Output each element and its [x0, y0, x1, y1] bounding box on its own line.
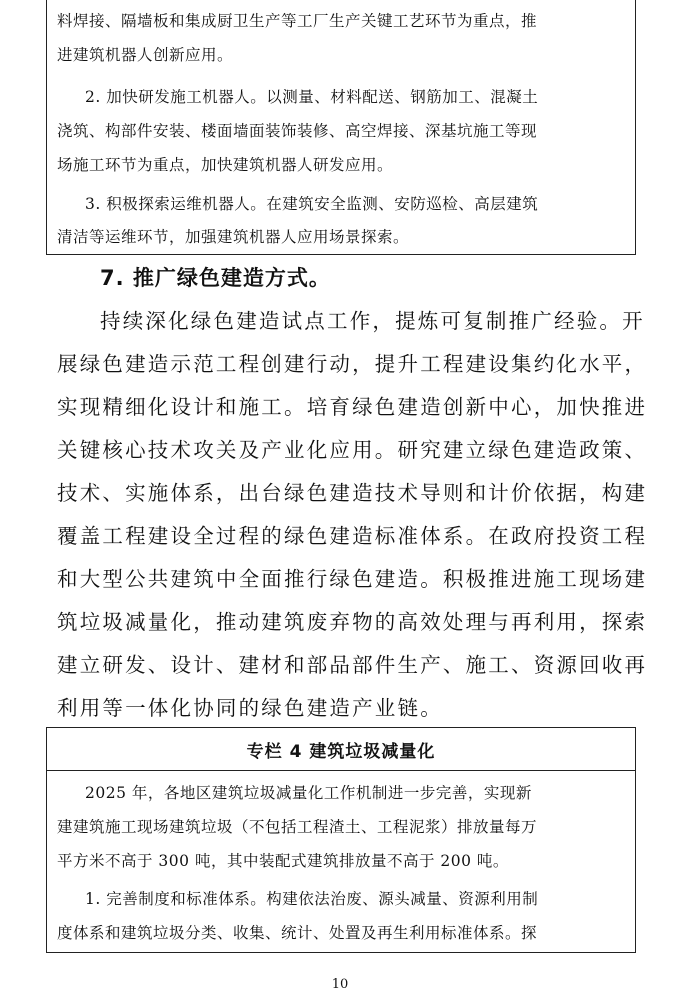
- box-text-line: 平方米不高于 300 吨，其中装配式建筑排放量不高于 200 吨。: [57, 852, 509, 870]
- box-text-line: 场施工环节为重点，加快建筑机器人研发应用。: [57, 156, 394, 174]
- paragraph-line: 利用等一体化协同的绿色建造产业链。: [57, 696, 443, 720]
- paragraph-line: 展绿色建造示范工程创建行动，提升工程建设集约化水平，: [57, 352, 648, 376]
- box-text-line: 度体系和建筑垃圾分类、收集、统计、处置及再生利用标准体系。探: [57, 924, 538, 942]
- box-text-line: 建建筑施工现场建筑垃圾（不包括工程渣土、工程泥浆）排放量每万: [57, 818, 538, 836]
- column-box: [46, 727, 636, 953]
- box-text-line: 1. 完善制度和标准体系。构建依法治废、源头减量、资源利用制: [85, 890, 539, 908]
- box-text-line: 3. 积极探索运维机器人。在建筑安全监测、安防巡检、高层建筑: [85, 195, 539, 213]
- page-number: 10: [331, 977, 349, 992]
- paragraph-line: 覆盖工程建设全过程的绿色建造标准体系。在政府投资工程: [57, 524, 648, 548]
- box-text-line: 料焊接、隔墙板和集成厨卫生产等工厂生产关键工艺环节为重点，推: [57, 12, 538, 30]
- paragraph-line: 和大型公共建筑中全面推行绿色建造。积极推进施工现场建: [57, 567, 648, 591]
- section-heading: 7. 推广绿色建造方式。: [100, 266, 331, 290]
- paragraph-line: 实现精细化设计和施工。培育绿色建造创新中心，加快推进: [57, 395, 648, 419]
- paragraph-line: 筑垃圾减量化，推动建筑废弃物的高效处理与再利用，探索: [57, 610, 648, 634]
- box-text-line: 2025 年，各地区建筑垃圾减量化工作机制进一步完善，实现新: [85, 784, 532, 802]
- column-box-header: [47, 728, 635, 771]
- box-text-line: 浇筑、构部件安装、楼面墙面装饰装修、高空焊接、深基坑施工等现: [57, 122, 538, 140]
- column-box-continued: [46, 0, 636, 255]
- paragraph-line: 建立研发、设计、建材和部品部件生产、施工、资源回收再: [57, 653, 648, 677]
- column-box-title: 专栏 4 建筑垃圾减量化: [246, 742, 436, 762]
- paragraph-line: 技术、实施体系，出台绿色建造技术导则和计价依据，构建: [57, 481, 648, 505]
- paragraph-line: 关键核心技术攻关及产业化应用。研究建立绿色建造政策、: [57, 438, 648, 462]
- box-text-line: 清洁等运维环节，加强建筑机器人应用场景探索。: [57, 228, 410, 246]
- box-text-line: 2. 加快研发施工机器人。以测量、材料配送、钢筋加工、混凝土: [85, 88, 539, 106]
- paragraph-line: 持续深化绿色建造试点工作，提炼可复制推广经验。开: [100, 309, 645, 333]
- box-text-line: 进建筑机器人创新应用。: [57, 46, 234, 64]
